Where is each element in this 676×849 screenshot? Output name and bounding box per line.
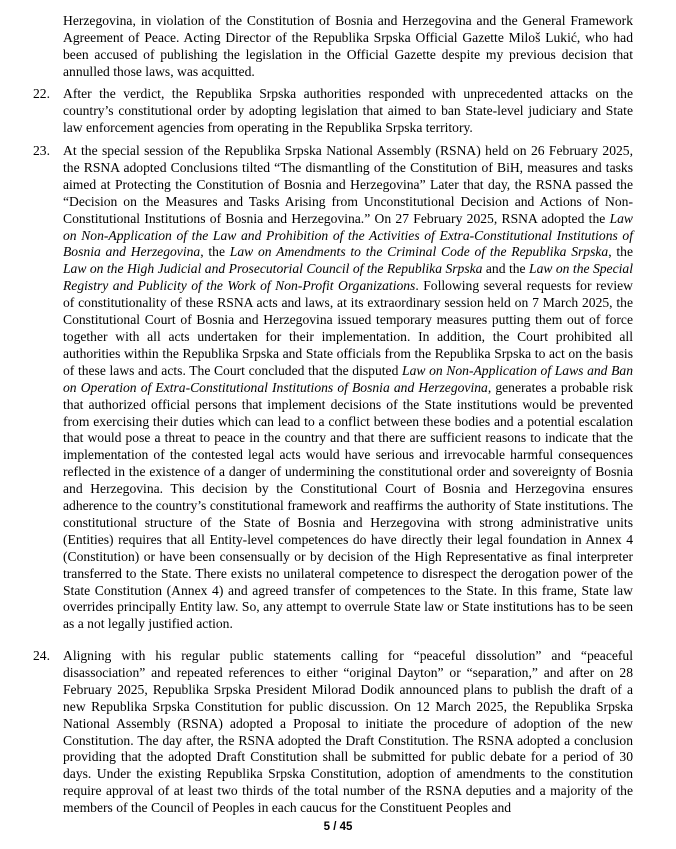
paragraph-24-text: Aligning with his regular public statements calling for “peaceful dissolution” and “peaceful disassociation” and repeated references to either “original Dayton” or “separation,” and after on 28 February 2025, Republika Srpska President Milorad Dodik announced plans to publish the draft of a new Republika Srpska Constitution for public discussion. On 12 March 2025, the Republika Srpska National Assembly (RSNA) adopted a Proposal to initiate the procedure of adoption of the new Constitution. The day after, the RSNA adopted the Draft Constitution. The RSNA adopted a conclusion providing that the adopted Draft Constitution shall be submitted for public debate for a period of 30 days. Under the existing Republika Srpska Constitution, adoption of amendments to the constitution require approval of at least two thirds of the total number of the RSNA deputies and a majority of the members of the Council of Peoples in each caucus for the Constituent Peoples and: [63, 648, 633, 816]
paragraph-23-text: and the: [482, 261, 530, 277]
paragraph-23-text: , the: [200, 244, 230, 260]
paragraph-24: [63, 648, 633, 817]
law-title-disputed: Law on Non-Application of Laws and Ban on Operation of Extra-Constitutional Institutions of Bosnia and Herzegovina: [63, 362, 633, 395]
paragraph-number-24: 24.: [33, 648, 50, 663]
continued-paragraph: [63, 13, 633, 81]
paragraph-23-text: At the special session of the Republika Srpska National Assembly (RSNA) held on 26 February 2025, the RSNA adopted Conclusions tilted “The dismantling of the Constitution of BiH, measures and tasks aimed at Protecting the Constitution of Bosnia and Herzegovina” Later that day, the RSNA passed the “Decision on the Measures and Tasks Arising from Unconstitutional Decision and Actions of Non-Constitutional Institutions of Bosnia and Herzegovina.” On 27 February 2025, RSNA adopted the: [63, 143, 633, 226]
paragraph-23-text: , the: [608, 244, 633, 260]
law-title-special-registry: Law on the Special Registry and Publicity of the Work of Non-Profit Organizations: [63, 261, 633, 294]
law-title-non-application: Law on Non-Application of the Law and Prohibition of the Activities of Extra-Constitutional Institutions of Bosnia and Herzegovina: [63, 210, 633, 260]
law-title-judicial-council: Law on the High Judicial and Prosecutorial Council of the Republika Srpska: [63, 261, 483, 277]
paragraph-23-text: , generates a probable risk that authorized official persons that implement decisions of the State institutions would be prevented from exercising their duties which can lead to a conflict between these bodies and a potential escalation that would pose a threat to peace in the country and that there are sufficient reasons to indicate that the implementation of the contested legal acts would have serious and irrevocable harmful consequences reflected in the existence of a danger of undermining the constitutional order and sovereignty of Bosnia and Herzegovina. This decision by the Constitutional Court of Bosnia and Herzegovina ensures adherence to the country’s constitutional framework and reaffirms the authority of State institutions. The constitutional structure of the State of Bosnia and Herzegovina with strong administrative units (Entities) requires that all Entity-level competences do have directly their legal foundation in Annex 4 (Constitution) or have been consensually or by decision of the High Representative as final interpreter transferred to the State. There exists no unilateral competence to disrespect the derogation power of the State Constitution (Annex 4) and agreed transfer of competences to the State. In this frame, State law overrides principally Entity law. So, any attempt to overrule State law or State institutions has to be seen as a not legally justified action.: [63, 379, 633, 632]
paragraph-number-22: 22.: [33, 86, 50, 101]
paragraph-22: [63, 86, 633, 137]
paragraph-number-23: 23.: [33, 143, 50, 158]
paragraph-23: [63, 143, 633, 633]
law-title-criminal-code: Law on Amendments to the Criminal Code of the Republika Srpska: [229, 244, 609, 260]
paragraph-23-text: . Following several requests for review of constitutionality of these RSNA acts and laws, at its extraordinary session held on 7 March 2025, the Constitutional Court of Bosnia and Herzegovina issued temporary measures putting them out of force together with all acts undertaken for their implementation. In addition, the Court prohibited all authorities within the Republika Srpska and State officials from the Republika Srpska to act on the basis of these laws and acts. The Court concluded that the disputed: [63, 278, 633, 378]
page-number: 5 / 45: [323, 821, 353, 833]
continued-paragraph-text: Herzegovina, in violation of the Constitution of Bosnia and Herzegovina and the General Framework Agreement of Peace. Acting Director of the Republika Srpska Official Gazette Miloš Lukić, who had been accused of publishing the legislation in the Official Gazette despite my previous decision that annulled those laws, was acquitted.: [63, 13, 633, 79]
paragraph-22-text: After the verdict, the Republika Srpska authorities responded with unprecedented attacks on the country’s constitutional order by adopting legislation that aimed to ban State-level judiciary and State law enforcement agencies from operating in the Republika Srpska territory.: [63, 86, 633, 135]
